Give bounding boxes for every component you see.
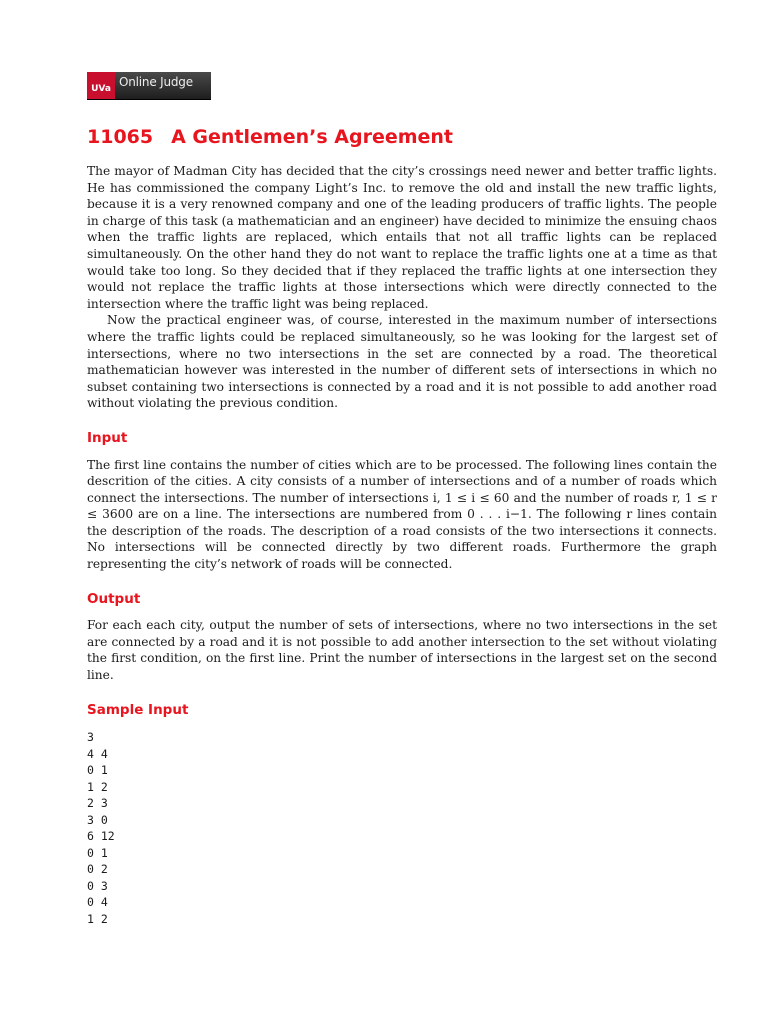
sample-input-block	[87, 729, 717, 927]
sample-line: 0 1	[87, 845, 108, 860]
sample-line: 3	[87, 730, 94, 745]
problem-name: A Gentlemen’s Agreement	[171, 126, 454, 148]
sample-line: 0 4	[87, 895, 108, 910]
online-judge-label: Online Judge	[115, 72, 211, 99]
sample-line: 4 4	[87, 746, 108, 761]
output-description: For each each city, output the number of sets of intersections, where no two intersections in the set are connected by a road and it is not possible to add another intersection to the set without violating the first condition, on the first line. Print the number of intersections in the largest set on the second line.	[87, 618, 717, 683]
problem-body	[87, 163, 717, 927]
sample-input-heading: Sample Input	[87, 701, 189, 718]
input-description: The first line contains the number of cities which are to be processed. The following lines contain the descrition of the cities. A city consists of a number of intersections and of a number of roads which connect the intersections. The number of intersections i, 1 ≤ i ≤ 60 and the number of roads r, 1 ≤ r ≤ 3600 are on a line. The intersections are numbered from 0 . . . i−1. The following r lines contain the description of the roads. The description of a road consists of the two intersections it connects. No intersections will be connected directly by two different roads. Furthermore the graph representing the city’s network of roads will be connected.	[87, 457, 717, 572]
statement-paragraph-2: Now the practical engineer was, of course, interested in the maximum number of intersections where the traffic lights could be replaced simultaneously, so he was looking for the largest set of intersections, where no two intersections in the set are connected by a road. The theoretical mathematician however was interested in the number of different sets of intersections in which no subset containing two intersections is connected by a road and it is not possible to add another road without violating the previous condition.	[87, 313, 717, 411]
sample-line: 2 3	[87, 796, 108, 811]
sample-line: 0 2	[87, 862, 108, 877]
uva-badge: UVa	[87, 72, 115, 99]
input-heading: Input	[87, 429, 128, 446]
sample-line: 6 12	[87, 829, 115, 844]
sample-line: 0 1	[87, 763, 108, 778]
sample-line: 1 2	[87, 779, 108, 794]
problem-title	[87, 126, 453, 148]
sample-line: 3 0	[87, 812, 108, 827]
statement-paragraph-1: The mayor of Madman City has decided that the city’s crossings need newer and better traffic lights. He has commissioned the company Light’s Inc. to remove the old and install the new traffic lights, because it is a very renowned company and one of the leading producers of traffic lights. The people in charge of this task (a mathematician and an engineer) have decided to minimize the ensuing chaos when the traffic lights are replaced, which entails that not all traffic lights can be replaced simultaneously. On the other hand they do not want to replace the traffic lights one at a time as that would take too long. So they decided that if they replaced the traffic lights at one intersection they would not replace the traffic lights at those intersections which were directly connected to the intersection where the traffic light was being replaced.	[87, 164, 717, 311]
sample-line: 1 2	[87, 911, 108, 926]
sample-line: 0 3	[87, 878, 108, 893]
problem-number: 11065	[87, 126, 154, 148]
output-heading: Output	[87, 590, 141, 607]
uva-online-judge-logo	[87, 72, 211, 99]
